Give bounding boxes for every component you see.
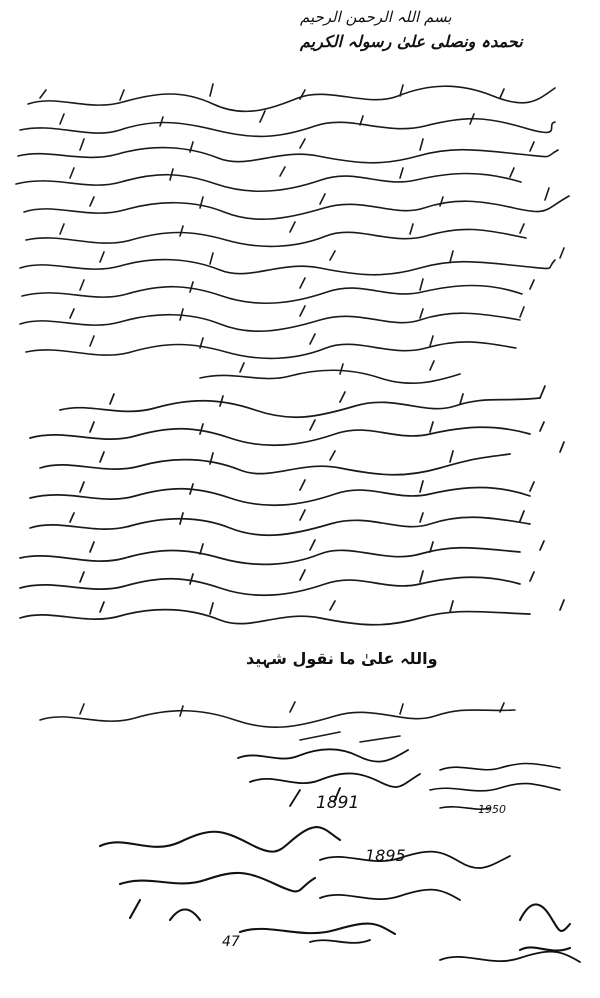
text-line bbox=[20, 600, 564, 625]
signature-block-right bbox=[430, 764, 560, 810]
text-line bbox=[30, 420, 544, 445]
text-line bbox=[30, 510, 530, 535]
text-line bbox=[18, 139, 558, 163]
text-line bbox=[20, 540, 544, 564]
text-line bbox=[20, 306, 524, 331]
margin-number: 47 bbox=[222, 934, 240, 950]
text-line bbox=[16, 167, 521, 191]
text-line bbox=[20, 248, 564, 275]
text-line bbox=[24, 188, 569, 219]
paragraph-2 bbox=[20, 386, 564, 625]
date-1895: 1895 bbox=[365, 846, 406, 865]
text-line bbox=[28, 84, 555, 111]
header-salutation: نحمدہ ونصلی علیٰ رسولہ الکریم bbox=[300, 32, 523, 51]
text-line bbox=[60, 386, 545, 417]
signatory-line bbox=[40, 702, 515, 742]
text-line bbox=[26, 334, 516, 358]
paragraph-1 bbox=[16, 84, 569, 383]
text-line bbox=[200, 361, 460, 383]
date-1891: 1891 bbox=[316, 793, 360, 813]
text-line bbox=[20, 570, 534, 595]
closing-line: واللہ علیٰ ما نقول شہید bbox=[246, 649, 438, 668]
signature-block-left bbox=[100, 827, 570, 950]
header-bismillah: بسم اللہ الرحمن الرحیم bbox=[300, 8, 452, 26]
text-line bbox=[26, 222, 526, 246]
text-line bbox=[22, 278, 534, 303]
text-line bbox=[40, 442, 564, 475]
signature-block-lower-right bbox=[310, 852, 580, 962]
text-line bbox=[20, 111, 555, 136]
date-1950: 1950 bbox=[478, 803, 506, 816]
text-line bbox=[30, 480, 534, 505]
signature-block-center bbox=[238, 749, 420, 806]
